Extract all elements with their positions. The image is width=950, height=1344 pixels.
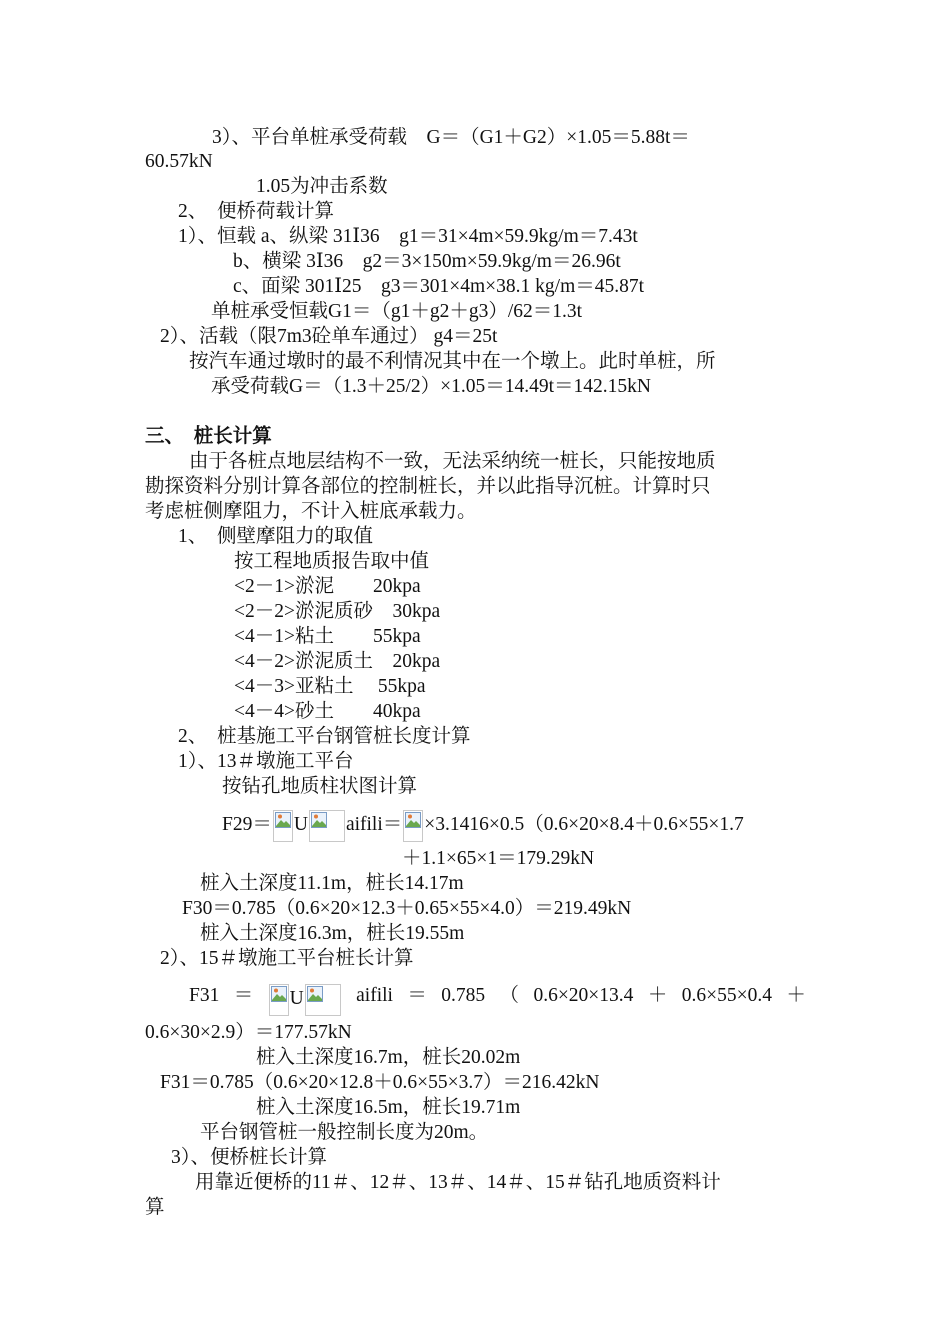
formula-f29-cont: ＋1.1×65×1＝179.29kN xyxy=(402,848,595,869)
line-control-length: 平台钢管桩一般控制长度为20m。 xyxy=(200,1122,489,1143)
paragraph-line-3: 考虑桩侧摩阻力，不计入桩底承载力。 xyxy=(145,501,477,522)
result-depth-length-1: 桩入土深度11.1m，桩长14.17m xyxy=(200,873,464,894)
section-heading-pile-length: 三、 桩长计算 xyxy=(145,426,272,447)
soil-layer-4-4: <4－4>砂土 40kpa xyxy=(234,701,421,722)
line-single-pile-load: 承受荷载G＝（1.3＋25/2）×1.05＝14.49t＝142.15kN xyxy=(211,376,651,397)
formula-f31: F31 ＝ U aifili ＝ 0.785 （ 0.6×20×13.4 ＋ 0.6×55×0.4 ＋ xyxy=(189,984,806,1016)
soil-layer-4-3: <4－3>亚粘土 55kpa xyxy=(234,676,426,697)
paragraph-line-2: 勘探资料分别计算各部位的控制桩长，并以此指导沉桩。计算时只 xyxy=(145,476,711,497)
broken-image-icon xyxy=(273,810,293,842)
line-impact-coefficient: 1.05为冲击系数 xyxy=(256,176,388,197)
result-depth-length-3: 桩入土深度16.7m，桩长20.02m xyxy=(256,1047,521,1068)
heading-steel-pipe-pile: 2、 桩基施工平台钢管桩长度计算 xyxy=(178,726,471,747)
line-geology-report: 按工程地质报告取中值 xyxy=(234,551,430,572)
line-pier15-platform: 2）、15＃墩施工平台桩长计算 xyxy=(160,948,414,969)
result-depth-length-2: 桩入土深度16.3m，桩长19.55m xyxy=(200,923,465,944)
line-borehole-calc: 按钻孔地质柱状图计算 xyxy=(222,776,418,797)
broken-image-icon xyxy=(403,810,423,842)
line-worst-case: 按汽车通过墩时的最不利情况其中在一个墩上。此时单桩，所 xyxy=(189,351,716,372)
soil-layer-2-1: <2－1>淤泥 20kpa xyxy=(234,576,421,597)
result-depth-length-4: 桩入土深度16.5m，桩长19.71m xyxy=(256,1097,521,1118)
paragraph-line-1: 由于各桩点地层结构不一致，无法采纳统一桩长，只能按地质 xyxy=(189,451,716,472)
soil-layer-4-2: <4－2>淤泥质土 20kpa xyxy=(234,651,441,672)
line-borehole-data-cont: 算 xyxy=(145,1197,165,1218)
line-single-pile-dead-load: 单桩承受恒载G1＝（g1＋g2＋g3）/62＝1.3t xyxy=(211,301,583,322)
broken-image-icon xyxy=(269,984,289,1016)
line-borehole-data: 用靠近便桥的11＃、12＃、13＃、14＃、15＃钻孔地质资料计 xyxy=(195,1172,721,1193)
line-dead-load-a: 1）、恒载 a、纵梁 31Ⅰ36 g1＝31×4m×59.9kg/m＝7.43t xyxy=(178,226,638,247)
broken-image-icon xyxy=(309,810,345,842)
formula-f29: F29＝ U aifili＝ ×3.1416×0.5（0.6×20×8.4＋0.6×55×1.7 xyxy=(222,810,744,842)
line-pier13-platform: 1）、13＃墩施工平台 xyxy=(178,751,354,772)
heading-bridge-load: 2、 便桥荷载计算 xyxy=(178,201,335,222)
line-dead-load-b: b、横梁 3Ⅰ36 g2＝3×150m×59.9kg/m＝26.96t xyxy=(233,251,621,272)
heading-bridge-pile-length: 3）、便桥桩长计算 xyxy=(171,1147,328,1168)
line-live-load: 2）、活载（限7m3砼单车通过） g4＝25t xyxy=(160,326,498,347)
formula-f31-second: F31＝0.785（0.6×20×12.8＋0.6×55×3.7）＝216.42kN xyxy=(160,1072,600,1093)
soil-layer-2-2: <2－2>淤泥质砂 30kpa xyxy=(234,601,441,622)
formula-f31-cont: 0.6×30×2.9）＝177.57kN xyxy=(145,1022,352,1043)
heading-side-friction: 1、 侧壁摩阻力的取值 xyxy=(178,526,374,547)
line-platform-load: 3）、平台单桩承受荷载 G＝（G1＋G2）×1.05＝5.88t＝ xyxy=(212,127,690,148)
broken-image-icon xyxy=(305,984,341,1016)
line-platform-load-cont: 60.57kN xyxy=(145,151,213,172)
line-dead-load-c: c、面梁 301Ⅰ25 g3＝301×4m×38.1 kg/m＝45.87t xyxy=(233,276,645,297)
soil-layer-4-1: <4－1>粘土 55kpa xyxy=(234,626,421,647)
formula-f30: F30＝0.785（0.6×20×12.3＋0.65×55×4.0）＝219.49kN xyxy=(182,898,632,919)
